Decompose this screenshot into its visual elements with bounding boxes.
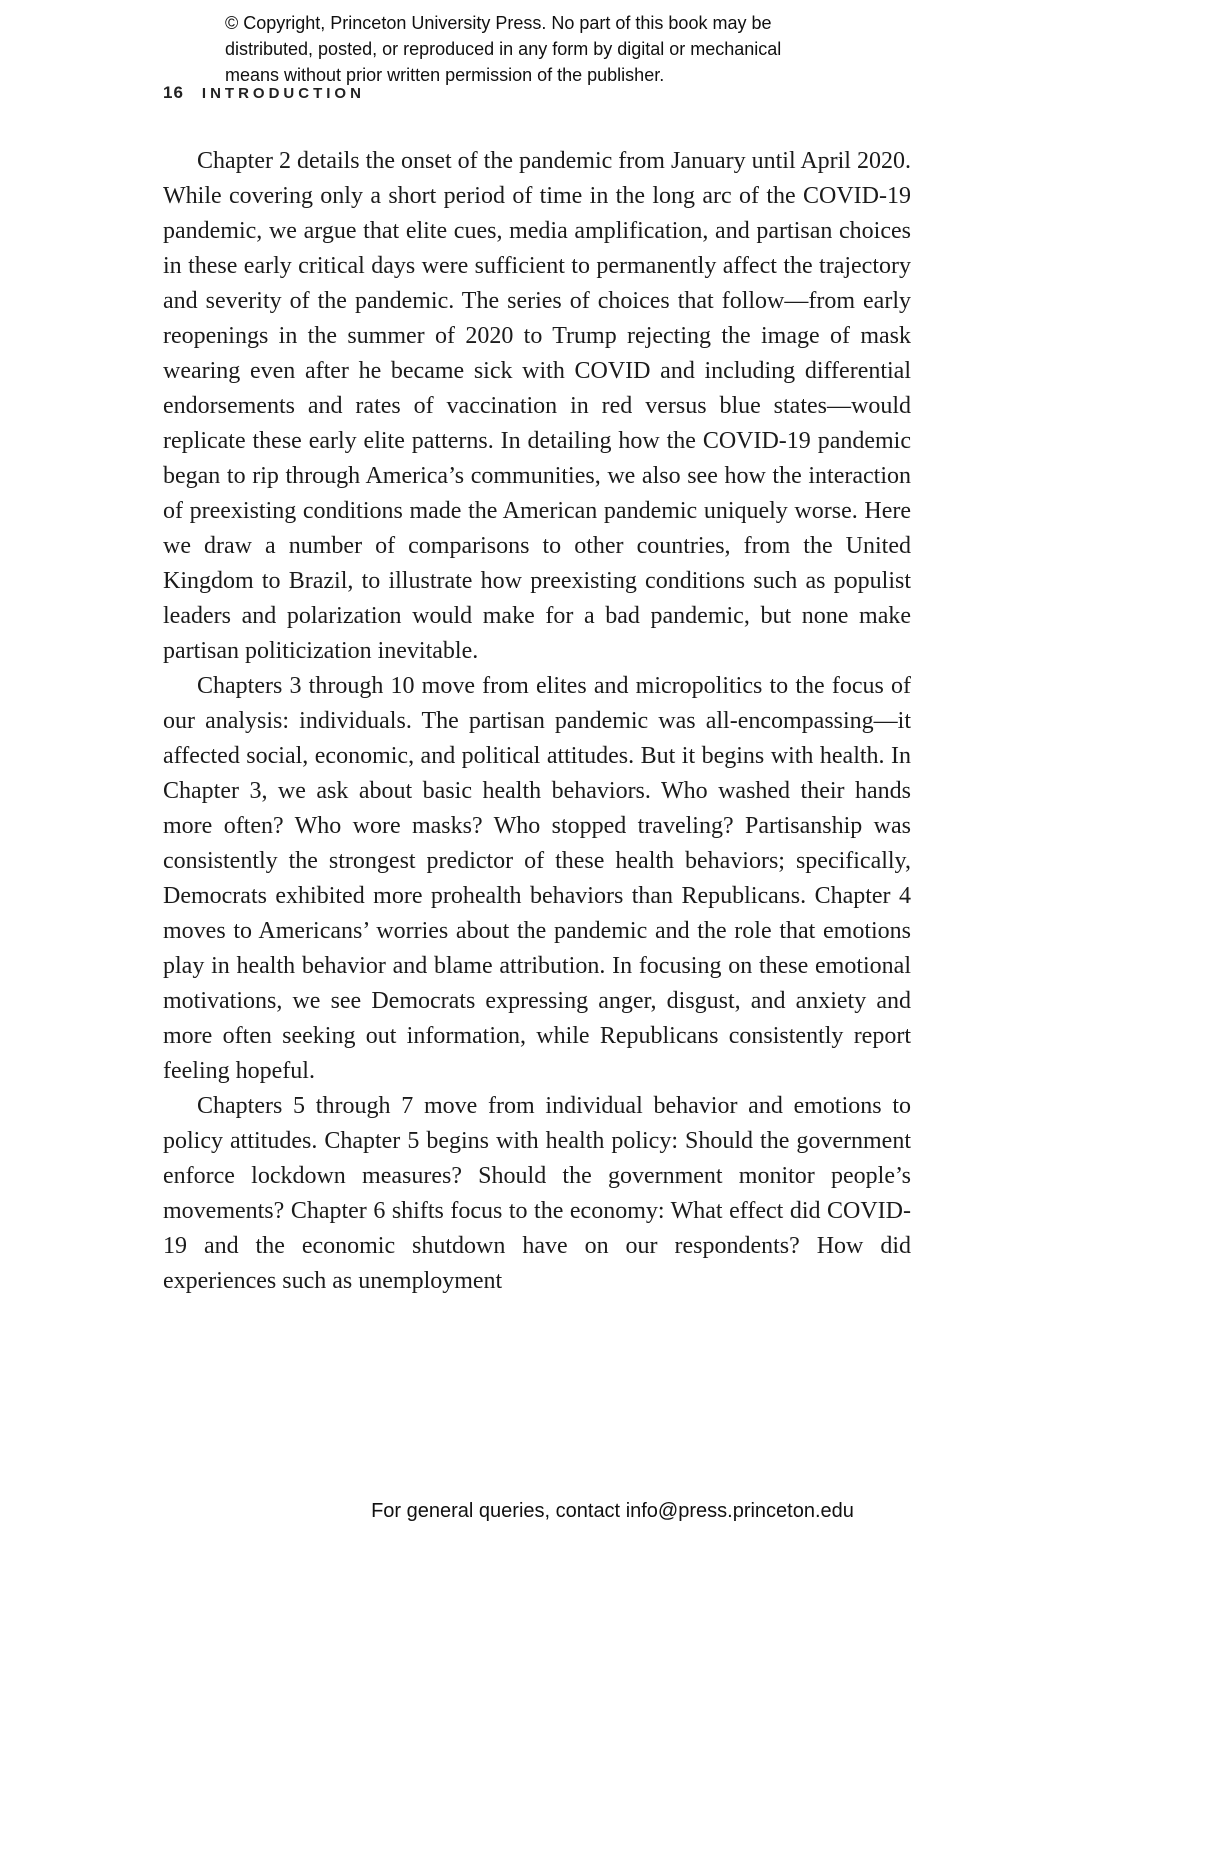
copyright-line: means without prior written permission of the publisher. [225, 65, 665, 85]
footer-text: For general queries, contact [371, 1500, 626, 1522]
section-title: INTRODUCTION [201, 85, 365, 102]
page-number: 16 [163, 83, 184, 102]
paragraph-3: Chapters 5 through 7 move from individual behavior and emotions to policy attitudes. Chapter 5 begins with health policy: Should the government enforce lockdown measures? Should the government monitor people’s movements? Chapter 6 shifts focus to the economy: What effect did COVID-19 and the economic shutdown have on our respondents? How did experiences such as unemployment [163, 1093, 911, 1294]
copyright-notice [225, 10, 781, 88]
paragraph-2: Chapters 3 through 10 move from elites and micropolitics to the focus of our analysis: individuals. The partisan pandemic was all-encompassing—it affected social, economic, and political attitudes. But it begins with health. In Chapter 3, we ask about basic health behaviors. Who washed their hands more often? Who wore masks? Who stopped traveling? Partisanship was consistently the strongest predictor of these health behaviors; specifically, Democrats exhibited more prohealth behaviors than Republicans. Chapter 4 moves to Americans’ worries about the pandemic and the role that emotions play in health behavior and blame attribution. In focusing on these emotional motivations, we see Democrats expressing anger, disgust, and anxiety and more often seeking out information, while Republicans consistently report feeling hopeful. [163, 673, 911, 1084]
copyright-line: distributed, posted, or reproduced in any form by digital or mechanical [225, 39, 782, 59]
body-text [163, 144, 911, 1299]
paragraph-1: Chapter 2 details the onset of the pandemic from January until April 2020. While covering only a short period of time in the long arc of the COVID-19 pandemic, we argue that elite cues, media amplification, and partisan choices in these early critical days were sufficient to permanently affect the trajectory and severity of the pandemic. The series of choices that follow—from early reopenings in the summer of 2020 to Trump rejecting the image of mask wearing even after he became sick with COVID and including differential endorsements and rates of vaccination in red versus blue states—would replicate these early elite patterns. In detailing how the COVID-19 pandemic began to rip through America’s communities, we also see how the interaction of preexisting conditions made the American pandemic uniquely worse. Here we draw a number of comparisons to other countries, from the United Kingdom to Brazil, to illustrate how preexisting conditions such as populist leaders and polarization would make for a bad pandemic, but none make partisan politicization inevitable. [163, 148, 911, 664]
footer-queries [0, 1500, 1225, 1523]
copyright-line: © Copyright, Princeton University Press. No part of this book may be [225, 13, 772, 33]
running-header [163, 83, 365, 103]
contact-email[interactable]: info@press.princeton.edu [625, 1500, 854, 1522]
